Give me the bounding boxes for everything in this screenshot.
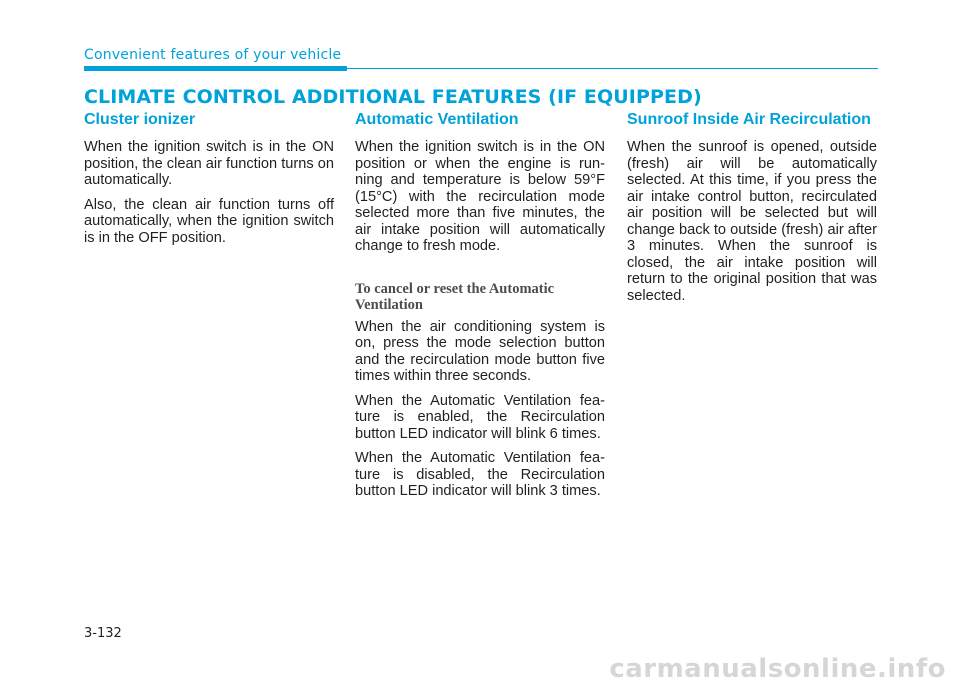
header-rule-thick	[84, 66, 347, 71]
column-sunroof-recirculation	[627, 112, 877, 312]
column-cluster-ionizer	[84, 112, 334, 254]
page-number: 3-132	[84, 626, 122, 641]
heading-cluster-ionizer: Cluster ionizer	[84, 111, 196, 128]
heading-automatic-ventilation: Automatic Ventilation	[355, 111, 519, 128]
header-rule-thin	[347, 68, 878, 69]
column-automatic-ventilation	[355, 112, 605, 508]
paragraph: When the ignition switch is in the ON position, the clean air function turns on automatically.	[84, 139, 334, 188]
section-label: Convenient features of your vehicle	[84, 47, 342, 63]
paragraph: When the Automatic Ventilation fea-ture is disabled, the Recirculation button LED indicator will blink 3 times.	[355, 450, 605, 499]
paragraph: When the air conditioning system is on, press the mode selection button and the recirculation mode button five times within three seconds.	[355, 318, 605, 384]
paragraph: When the Automatic Ventilation fea-ture is enabled, the Recirculation button LED indicator will blink 6 times.	[355, 392, 605, 442]
paragraph: Also, the clean air function turns off automatically, when the ignition switch is in the OFF position.	[84, 196, 334, 246]
paragraph: When the sunroof is opened, outside (fresh) air will be automatically selected. At this time, if you press the air intake control button, recirculated air position will be selected but will change back to outside (fresh) air after 3 minutes. When the sunroof is closed, the air intake position will return to the original position that was selected.	[627, 139, 877, 304]
watermark: carmanualsonline.info	[609, 654, 946, 684]
page-title: CLIMATE CONTROL ADDITIONAL FEATURES (IF EQUIPPED)	[84, 86, 702, 108]
paragraph: When the ignition switch is in the ON position or when the engine is run-ning and temperature is below 59°F (15°C) with the recirculation mode selected more than five minutes, the air intake position will automatically change to fresh mode.	[355, 139, 605, 254]
subheading-cancel-reset: To cancel or reset the Automatic Ventilation	[355, 280, 555, 313]
heading-sunroof-recirculation: Sunroof Inside Air Recirculation	[627, 111, 871, 128]
